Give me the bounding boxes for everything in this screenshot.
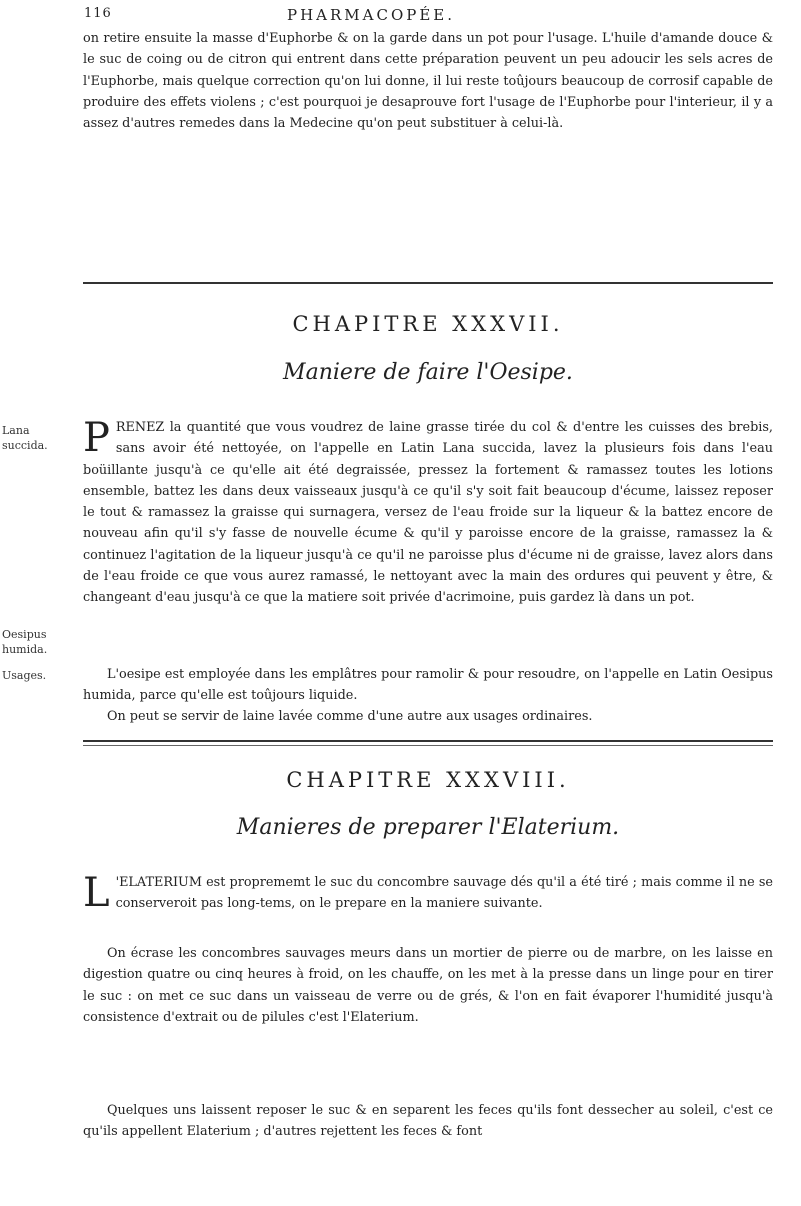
chapter-37-paragraph-2: L'oesipe est employée dans les emplâtres pour ramolir & pour resoudre, on l'appelle en Latin Oesipus humida, parce qu'elle est toûjours liquide. <box>83 667 773 704</box>
page-number: 116 <box>84 6 112 21</box>
chapter-divider-bottom-thin <box>83 745 773 746</box>
margin-note-usages: Usages. <box>2 669 47 682</box>
continuation-paragraph: on retire ensuite la masse d'Euphorbe & on la garde dans un pot pour l'usage. L'huile d'amande douce & le suc de coing ou de citron qui entrent dans cette préparation peuvent un peu adoucir les sels acres de l'Euphorbe, mais quelque correction qu'on lui donne, il lui reste toûjours beaucoup de corrosif capable de produire des effets violens ; c'est pourquoi je desaprouve fort l'usage de l'Euphorbe pour l'interieur, il y a assez d'autres remedes dans la Medecine qu'on peut substituer à celui-là. <box>83 31 773 132</box>
chapter-38-paragraph-2: On écrase les concombres sauvages meurs dans un mortier de pierre ou de marbre, on les laisse en digestion quatre ou cinq heures à froid, on les chauffe, on les met à la presse dans un linge pour en tirer le suc : on met ce suc dans un vaisseau de verre ou de grés, & l'on en fait évaporer l'humidité jusqu'à consistence d'extrait ou de pilules c'est l'Elaterium. <box>83 946 773 1025</box>
chapter-38-para1-text: 'ELATERIUM est proprememt le suc du concombre sauvage dés qu'il a été tiré ; mais comme il ne se conserveroit pas long-tems, on le prepare en la maniere suivante. <box>115 875 773 912</box>
dropcap-p: P <box>83 415 110 461</box>
margin-note-oesipus: Oesipus humida. <box>2 628 48 656</box>
chapter-37-title: Maniere de faire l'Oesipe. <box>283 360 573 385</box>
chapter-37-paragraph-1 <box>83 417 773 609</box>
margin-note-lana: Lana succida. <box>2 424 48 452</box>
chapter-38-heading: CHAPITRE XXXVIII. <box>286 768 570 792</box>
chapter-divider-top <box>83 282 773 284</box>
chapter-38-paragraph-1 <box>83 872 773 915</box>
chapter-37-paragraph-3: On peut se servir de laine lavée comme d'une autre aux usages ordinaires. <box>107 709 593 724</box>
chapter-37-heading: CHAPITRE XXXVII. <box>292 312 564 336</box>
chapter-38-title: Manieres de preparer l'Elaterium. <box>236 815 620 840</box>
running-title: PHARMACOPÉE. <box>287 6 456 24</box>
dropcap-l: L <box>83 870 110 916</box>
chapter-38-paragraph-3: Quelques uns laissent reposer le suc & en separent les feces qu'ils font dessecher au soleil, c'est ce qu'ils appellent Elaterium ; d'autres rejettent les feces & font <box>83 1103 773 1140</box>
chapter-divider-bottom <box>83 740 773 742</box>
chapter-37-para1-text: RENEZ la quantité que vous voudrez de laine grasse tirée du col & d'entre les cuisses des brebis, sans avoir été nettoyée, on l'appelle en Latin Lana succida, lavez la plusieurs fois dans l'eau boüillante jusqu'à ce qu'elle ait été degraissée, pressez la fortement & ramassez toutes les lotions ensemble, battez les dans deux vaisseaux jusqu'à ce qu'il s'y soit fait beaucoup d'écume, laissez reposer le tout & ramassez la graisse qui surnagera, versez de l'eau froide sur la liqueur & la battez encore de nouveau afin qu'il s'y fasse de nouvelle écume & qu'il y paroisse encore de la graisse, ramassez la & continuez l'agitation de la liqueur jusqu'à ce qu'il ne paroisse plus d'écume ni de graisse, lavez alors dans de l'eau froide ce que vous aurez ramassé, le nettoyant avec la main des ordures qui peuvent y être, & changeant d'eau jusqu'à ce que la matiere soit privée d'acrimoine, puis gardez là dans un pot. <box>83 420 773 606</box>
running-head <box>84 6 774 26</box>
